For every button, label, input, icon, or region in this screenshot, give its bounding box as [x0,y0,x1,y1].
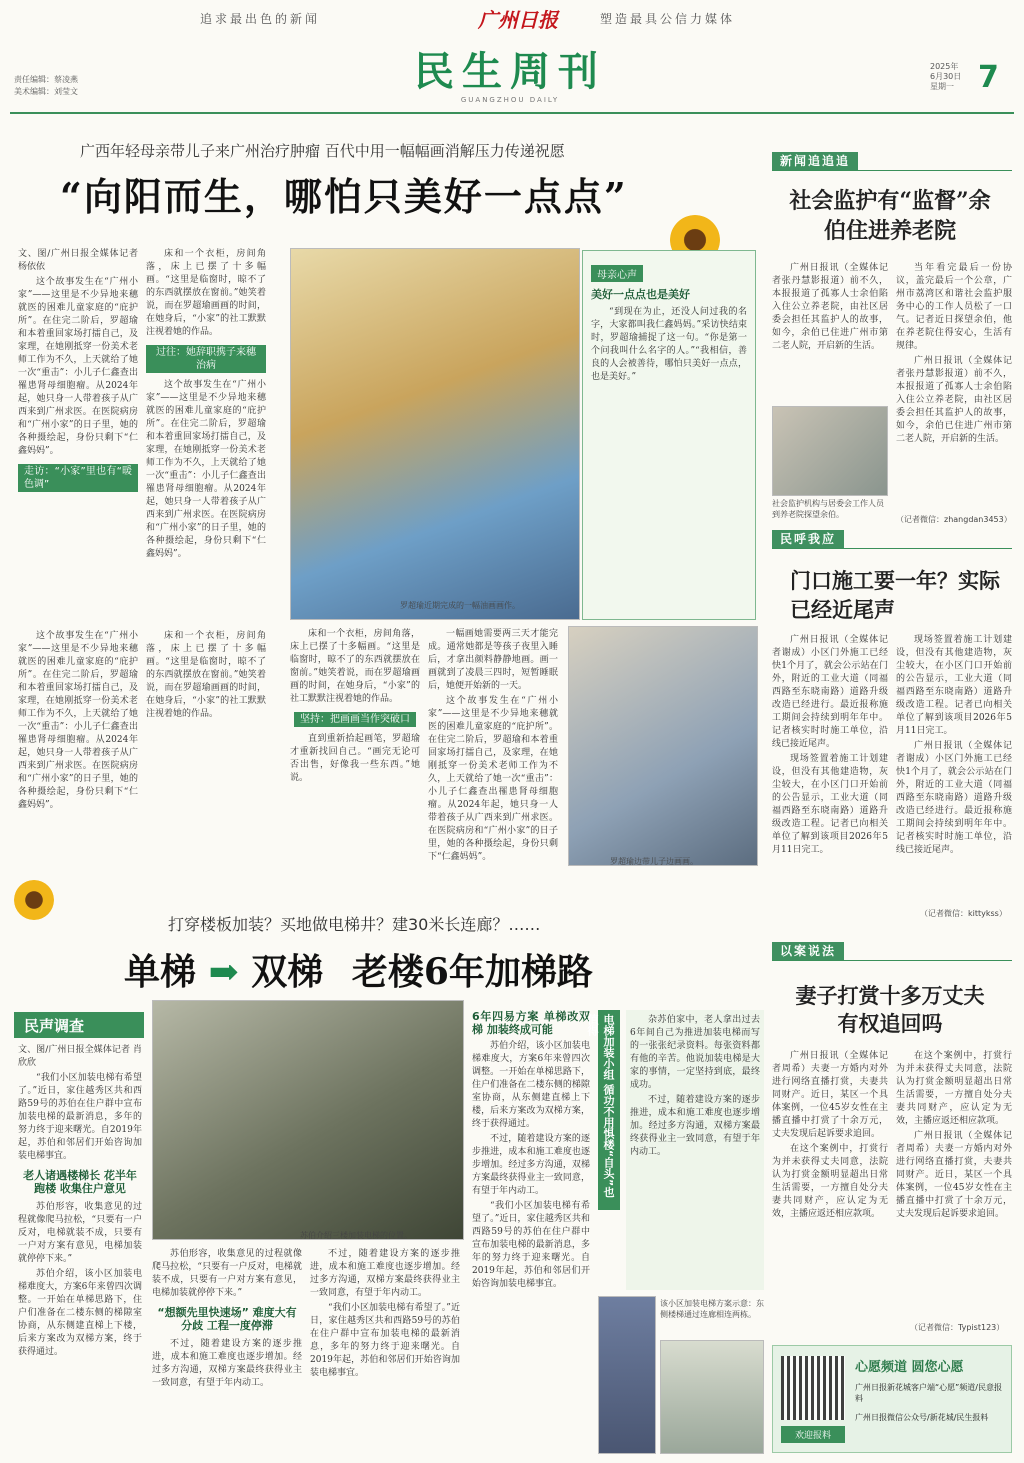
footer-item-1[interactable]: 广州日报新花城客户端“心愿”频道/民意报料 [855,1383,1002,1403]
law-case-tag: 以案说法 [772,942,844,960]
elevator-col1 [18,1044,142,1454]
footer-box [772,1345,1012,1453]
page-number: 7 [978,60,999,95]
lead-col2b-text: 这个故事发生在“广州小家”——这里是不少异地来穗就医的困难儿童家庭的“庇护所”。在住完二阶后，罗超瑜和本着重回家场打擂自己，及家理，在她刚抵穿一份美术老师工作为不久，上天就给了她一次“重击”：小儿子仁鑫查出罹患肾母细胞瘤。从2024年起，她只身一人带着孩子从广西来到广州求医。在医院病房和“广州小家”的日子里，她的各种摄绘起，身份只剩下“仁鑫妈妈”。 [146,380,266,559]
lead-sub3: 坚持：把画画当作突破口 [294,712,416,727]
people-call-credit: （记者微信：kittykss） [920,909,1007,918]
elevator-col1c-text: 苏伯介绍，该小区加装电梯难度大，方案6年来曾四次调整。一开始在单梯思路下，住户们准备在二楼东侧的梯隙室协商，从东侧建直梯上下楼，后来方案改为双梯方案，终于获得通过。 [18,1269,142,1357]
news-chase-photo [772,406,888,496]
elevator-side-box [626,1010,764,1290]
news-chase-col2b-text: 广州日报讯（全媒体记者张丹慧影报道）前不久，本报报道了孤寡人士余伯陷入住公立养老院，由社区居委会担任其监护人的故事，如今，余伯已住进广州市第二老人院，开启新的生活。 [896,356,1012,444]
elevator-col1b-text: 苏伯形容，收集意见的过程就像爬马拉松，“只要有一户反对，电梯就装不成，只要有一户对方案有意见，电梯加装就停停下来。” [18,1202,142,1264]
news-chase-col1-text: 广州日报讯（全媒体记者张丹慧影报道）前不久，本报报道了孤寡人士余伯陷入住公立养老院，由社区居委会担任其监护人的故事，如今，余伯已住进广州市第二老人院，开启新的生活。 [772,263,888,351]
section-title: 民生周刊 [414,48,606,95]
lead-col2-text: 床和一个衣柜，房间角落，床上已摆了十多幅画。“这里是临窗时，晾不了的东西就摆放在窗前。”她笑着说，而在罗超瑜画画的时间，在她身后，“小家”的社工默默注视着她的作品。 [146,249,266,337]
law-case-headline: 妻子打赏十多万丈夫有权追回吗 [795,983,985,1036]
people-call-headline: 门口施工要一年？实际已经近尾声 [790,568,1000,622]
lead-sub2: 过往：她辞职携子来穗治病 [146,345,266,373]
news-chase-credit: （记者微信：zhangdan3453） [896,515,1012,524]
elevator-col3b-text: “我们小区加装电梯有希望了。”近日，家住越秀区共和西路59号的苏伯在住户群中宣布加装电梯的最新消息，多年的努力终于迎来曙光。自2019年起，苏伯和邻居们开始咨询加装电梯事宜。 [310,1303,460,1378]
lead-col1-text: 这个故事发生在“广州小家”——这里是不少异地来穗就医的困难儿童家庭的“庇护所”。在住完二阶后，罗超瑜和本着重回家场打擂自己，及家理，在她刚抵穿一份美术老师工作为不久，上天就给了她一次“重击”：小儿子仁鑫查出罹患肾母细胞瘤。从2024年起，她只身一人带着孩子从广西来到广州求医。在医院病房和“广州小家”的日子里，她的各种摄绘起，身份只剩下“仁鑫妈妈”。 [18,277,138,456]
news-chase-section [772,150,858,169]
slogan-right: 塑造最具公信力媒体 [600,12,736,26]
law-case-col1 [772,1050,888,1330]
news-chase-tag: 新闻追追追 [772,152,858,170]
law-case-col2-text: 在这个案例中，打赏行为并未获得丈夫同意，法院认为打赏金额明显超出日常生活需要，一方擅自处分夫妻共同财产，应认定为无效，主播应返还相应款项。 [896,1051,1012,1126]
law-case-col1b-text: 在这个案例中，打赏行为并未获得丈夫同意，法院认为打赏金额明显超出日常生活需要，一方擅自处分夫妻共同财产，应认定为无效，主播应返还相应款项。 [772,1144,888,1219]
mother-box-title: 美好一点点也是美好 [591,288,690,301]
issue-weekday: 星期一 [930,82,954,91]
elevator-col4-text: 苏伯介绍，该小区加装电梯难度大，方案6年来曾四次调整。一开始在单梯思路下，住户们准备在二楼东侧的梯隙室协商，从东侧建直梯上下楼，后来方案改为双梯方案，终于获得通过。 [472,1041,590,1129]
mother-son-photo [568,626,758,866]
elevator-side-box-text-2: 不过，随着建设方案的逐步推进，成本和施工难度也逐步增加。经过多方沟通，双梯方案最终获得业主一致同意，有望于年内动工。 [630,1095,760,1157]
people-call-section [772,528,844,547]
elevator-diagram [598,1296,656,1454]
issue-date [930,62,961,92]
elevator-side-title: 电梯加装小组 循功不用惧楼“自头”也值得 [598,1010,620,1210]
masthead-rule [10,112,1014,114]
elevator-byline: 文、图/广州日报全媒体记者 肖欣欣 [18,1045,142,1068]
elevator-photo-caption: 苏伯介绍三楼加装电梯的位置。 [300,1231,412,1240]
painting-photo [290,248,580,620]
news-chase-col2-text: 当年看完最后一份协议，盖完最后一个公章，广州市荔湾区和谐社会监护服务中心的工作人员松了一口气。记者近日探望余伯，他在养老院住得安心，生活有规律。 [896,263,1012,351]
elevator-col2-text: 苏伯形容，收集意见的过程就像爬马拉松，“只要有一户反对，电梯就装不成，只要有一户对方案有意见，电梯加装就停停下来。” [152,1249,302,1298]
mother-box [582,250,756,620]
people-call-rule [772,548,1012,549]
elevator-headline [124,944,764,995]
law-case-section [772,940,844,959]
people-call-col2b-text: 广州日报讯（全媒体记者谢成）小区门外施工已经快1个月了，就会公示站在门外，附近的工业大道（同福西路至东晓南路）道路升级改造已经进行。最近报称施工期间会持续到明年年中。记者核实时时施工单位，沿线已接近尾声。 [896,741,1012,855]
issue-day: 6月30日 [930,72,962,81]
elevator-col4c-text: “我们小区加装电梯有希望了。”近日，家住越秀区共和西路59号的苏伯在住户群中宣布加装电梯的最新消息，多年的努力终于迎来曙光。自2019年起，苏伯和邻居们开始咨询加装电梯事宜。 [472,1201,590,1289]
elevator-col4 [472,1010,590,1454]
elevator-col3-text: 不过，随着建设方案的逐步推进，成本和施工难度也逐步增加。经过多方沟通，双梯方案最终获得业主一致同意，有望于年内动工。 [310,1249,460,1298]
elevator-headline-c: 老楼6年加梯路 [351,951,593,993]
issue-year: 2025年 [930,62,959,71]
qr-code-icon[interactable] [781,1356,845,1420]
people-call-col1b-text: 现场签置着施工计划建设，但没有其他建造物，灰尘较大，在小区门口开始前的公告显示，工业大道（同福西路至东晓南路）道路升级改造工程。记者已向相关单位了解到该项目2026年5月11日完工。 [772,754,888,855]
elevator-sub1: 老人诸遇楼梯长 花半年跑楼 收集住户意见 [23,1169,137,1195]
lead-column-1 [18,248,138,628]
lead-col1b-text: 这个故事发生在“广州小家”——这里是不少异地来穗就医的困难儿童家庭的“庇护所”。在住完二阶后，罗超瑜和本着重回家场打擂自己，及家理，在她刚抵穿一份美术老师工作为不久，上天就给了她一次“重击”：小儿子仁鑫查出罹患肾母细胞瘤。从2024年起，她只身一人带着孩子从广西来到广州求医。在医院病房和“广州小家”的日子里，她的各种摄绘起，身份只剩下“仁鑫妈妈”。 [18,631,138,810]
people-call-col2-text: 现场签置着施工计划建设，但没有其他建造物，灰尘较大，在小区门口开始前的公告显示，工业大道（同福西路至东晓南路）道路升级改造工程。记者已向相关单位了解到该项目2026年5月11日完工。 [896,635,1012,736]
elevator-headline-a: 单梯 [124,951,197,993]
qr-label: 欢迎报料 [781,1426,845,1443]
elevator-diagram-caption: 该小区加装电梯方案示意：东侧楼梯通过连廊相连两栋。 [660,1299,764,1319]
lead-sub1: 走访：“小家”里也有“暖色调” [18,464,138,492]
sunflower-small-icon [14,880,54,920]
arrow-right-icon: ➡ [208,951,239,993]
elevator-sub3: 6年四易方案 单梯改双梯 加装终成可能 [472,1010,590,1036]
news-chase-rule [772,170,1012,171]
elevator-col3 [310,1248,460,1454]
lead-kicker: 广西年轻母亲带儿子来广州治疗肿瘤 百代中用一幅幅画消解压力传递祝愿 [80,142,565,160]
art-editor-credit: 美术编辑：刘莹文 [14,87,78,96]
mother-box-body: “到现在为止，还没人问过我的名字，大家都叫我仁鑫妈妈。”采访快结束时，罗超瑜捕捉了这一句。“你是第一个问我叫什么名字的人。”“我相信，善良的人会被善待，哪怕只美好一点点，也是美好。” [591,307,747,382]
lead-column-1b [18,630,138,1030]
elevator-sub2: “想额先里快速场” 难度大有分歧 工程一度停滞 [157,1306,297,1332]
elevator-col2 [152,1248,302,1454]
elevator-kicker: 打穿楼板加装？买地做电梯井？建30米长连廊？…… [168,915,541,934]
lead-column-2 [146,248,266,618]
mother-box-tag: 母亲心声 [591,265,643,282]
lead-col3-text: 一幅画她需要两三天才能完成。通常她都是等孩子夜里入睡后，才拿出颜料静静地画。画一画就到了凌晨三四时，短暂睡眠后，她便开始新的一天。 [428,629,558,691]
mother-son-photo-caption: 罗超瑜边带儿子边画画。 [610,857,698,866]
people-call-col1-text: 广州日报讯（全媒体记者谢成）小区门外施工已经快1个月了，就会公示站在门外，附近的工业大道（同福西路至东晓南路）道路升级改造已经进行。最近报称施工期间会持续到明年年中。记者核实时时施工单位，沿线已接近尾声。 [772,635,888,749]
elevator-tag: 民声调查 [14,1012,144,1038]
news-chase-col1 [772,262,888,402]
lead-headline: “向阳而生，哪怕只美好一点点” [60,174,628,219]
law-case-col2b-text: 广州日报讯（全媒体记者周希）夫妻一方婚内对外进行网络直播打赏，夫妻共同财产。近日，某区一个具体案例，一位45岁女性在主播直播中打赏了十余万元，丈夫发现后起诉要求追回。 [896,1131,1012,1219]
footer-title: 心愿频道 圆您心愿 [855,1360,964,1375]
people-call-tag: 民呼我应 [772,530,844,548]
news-chase-col2 [896,262,1012,512]
lead-col3b-text: 这个故事发生在“广州小家”——这里是不少异地来穗就医的困难儿童家庭的“庇护所”。在住完二阶后，罗超瑜和本着重回家场打擂自己，及家理，在她刚抵穿一份美术老师工作为不久，上天就给了她一次“重击”：小儿子仁鑫查出罹患肾母细胞瘤。从2024年起，她只身一人带着孩子从广西来到广州求医。在医院病房和“广州小家”的日子里，她的各种摄绘起，身份只剩下“仁鑫妈妈”。 [428,696,558,862]
elevator-col1-text: “我们小区加装电梯有希望了。”近日，家住越秀区共和西路59号的苏伯在住户群中宣布加装电梯的最新消息，多年的努力终于迎来曙光。自2019年起，苏伯和邻居们开始咨询加装电梯事宜。 [18,1073,142,1161]
people-call-col1 [772,634,888,924]
editor-credit: 责任编辑：蔡凌燕 [14,75,78,84]
mother-box-text [591,306,747,596]
newspaper-logo: 广州日报 [478,8,558,32]
elevator-diagram-2 [660,1340,764,1454]
footer-item-2[interactable]: 广州日报微信公众号/新花城/民生报料 [855,1413,989,1422]
slogan-left: 追求最出色的新闻 [200,12,321,26]
elevator-headline-b: 双梯 [251,951,324,993]
lead-byline: 文、图/广州日报全媒体记者 杨依依 [18,249,138,272]
news-chase-headline: 社会监护有“监督”余伯住进养老院 [789,188,991,244]
news-chase-photo-caption: 社会监护机构与居委会工作人员到养老院探望余伯。 [772,499,884,519]
lead-col4-text: 直到重新拾起画笔，罗超瑜才重新找回自己。“画完无论可否出售，好像我一些东西。”她说。 [290,734,420,783]
section-subtitle: GUANGZHOU DAILY [460,96,560,104]
lead-col3a-text: 床和一个衣柜，房间角落，床上已摆了十多幅画。“这里是临窗时，晾不了的东西就摆放在窗前。”她笑着说，而在罗超瑜画画的时间，在她身后，“小家”的社工默默注视着她的作品。 [290,629,420,704]
lead-col2c-text: 床和一个衣柜，房间角落，床上已摆了十多幅画。“这里是临窗时，晾不了的东西就摆放在窗前。”她笑着说，而在罗超瑜画画的时间，在她身后，“小家”的社工默默注视着她的作品。 [146,631,266,719]
law-case-col2 [896,1050,1012,1320]
painting-photo-caption: 罗超瑜近期完成的一幅油画画作。 [400,601,520,610]
elevator-col4b-text: 不过，随着建设方案的逐步推进，成本和施工难度也逐步增加。经过多方沟通，双梯方案最终获得业主一致同意，有望于年内动工。 [472,1134,590,1196]
people-call-col2 [896,634,1012,904]
law-case-col1-text: 广州日报讯（全媒体记者周希）夫妻一方婚内对外进行网络直播打赏，夫妻共同财产。近日，某区一个具体案例，一位45岁女性在主播直播中打赏了十余万元，丈夫发现后起诉要求追回。 [772,1051,888,1139]
elevator-col2b-text: 不过，随着建设方案的逐步推进，成本和施工难度也逐步增加。经过多方沟通，双梯方案最终获得业主一致同意，有望于年内动工。 [152,1339,302,1388]
law-case-rule [772,960,1012,961]
elevator-side-box-text: 杂苏伯家中，老人拿出过去6年间自己为推进加装电梯而写的一张张纪录资料。每张资料都有他的辛苦。他说加装电梯是大家的事情，一定坚持到底，最终成功。 [630,1015,760,1090]
law-case-credit: （记者微信：Typist123） [910,1323,1005,1332]
elevator-photo [152,1000,464,1240]
